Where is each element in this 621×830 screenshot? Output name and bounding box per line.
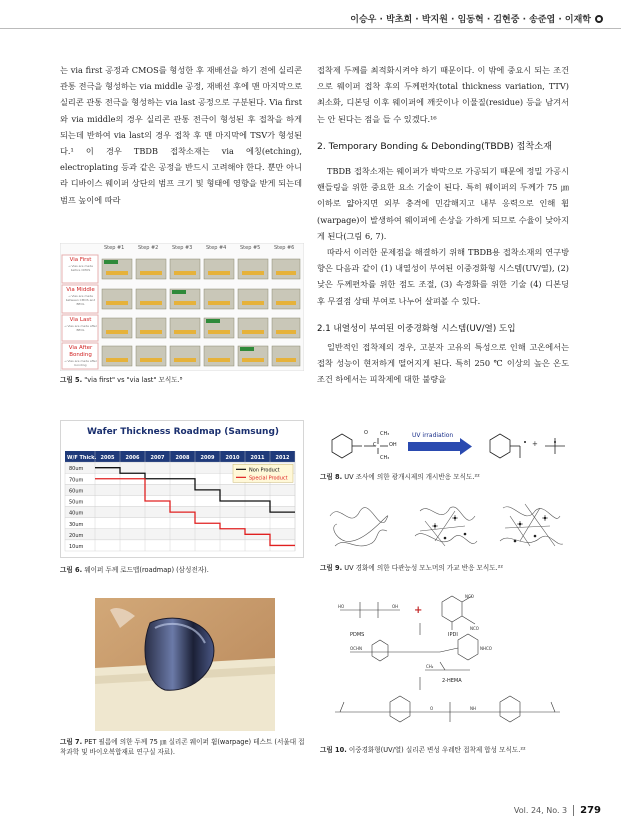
svg-text:NCO: NCO — [470, 626, 479, 631]
x-tick-label: 2011 — [250, 455, 265, 462]
figure-7-photo — [95, 598, 275, 731]
y-tick-label: 50um — [69, 499, 84, 506]
figure-6 — [60, 420, 304, 558]
svg-text:HO: HO — [338, 604, 345, 609]
corner-label: W/F Thick. — [67, 455, 97, 462]
grid-row — [65, 518, 295, 529]
crosslinking-diagram — [325, 496, 565, 558]
svg-text:+: + — [414, 605, 423, 616]
svg-text:CH₂: CH₂ — [426, 664, 434, 669]
left-paragraph: 는 via first 공정과 CMOS를 형성한 후 재배선을 하기 전에 실리콘 관통 전극을 형성하는 via middle 공정, 재배선 후에 맨 마지막으로 실리콘 관통 전극을 형성하는 via last 공정으로 구분된다. Via first와 via middle의 경우 실리콘 관통 전극이 형성된 후 접착을 하게 되는데 반하여 via last의 경우 접착 후 맨 마지막에 TSV가 형성된다.¹ 이 경우 TBDB 접착소재는 via 에칭(etching), electroplating 등과 같은 공정을 반드시 고려해야 한다. 뿐만 아니라 디바이스 웨이퍼 상단의 범프 크기 및 형태에 영향을 받게 되는데 범프 높이에 따라 — [60, 65, 302, 205]
figure-8-caption-text: UV 조사에 의한 광개시제의 개시반응 모식도.²² — [344, 473, 480, 481]
section-2-paragraph-1: TBDB 접착소재는 웨이퍼가 박막으로 가공되기 때문에 정밀 가공시 핸들링을 위한 중요한 요소 기술이 된다. 특히 웨이퍼의 두께가 75 ㎛ 이하로 얇아지면 외부 충격에 민감해지고 내부 응력으로 인해 휨(warpage)이 발생하여 웨이퍼에 손상을 가하게 되므로 수율이 낮아지게 된다(그림 6, 7). — [317, 166, 569, 241]
step-3-label: Step #3 — [172, 245, 193, 251]
section-2-title: 2. Temporary Bonding & Debonding(TBDB) 접착소재 — [317, 140, 553, 152]
ipdi-label: IPDI — [448, 632, 458, 638]
right-intro-paragraph: 접착제 두께를 최적화시켜야 하기 때문이다. 이 밖에 중요시 되는 조건으로 웨이퍼 접착 후의 두께편차(total thickness variation, TTV) 최소화, 디본딩 이후 웨이퍼에 깨끗이나 이물질(residue) 등을 남겨서는 안 된다는 점을 들 수 있겠다.¹⁶ — [317, 65, 569, 124]
wafer-warpage-photo — [95, 598, 275, 731]
svg-text:O: O — [430, 706, 434, 711]
step-1-label: Step #1 — [104, 245, 125, 251]
y-tick-label: 70um — [69, 477, 84, 484]
chem-label-hydroxyl: OH — [389, 442, 397, 448]
x-tick-label: 2007 — [150, 455, 165, 462]
figure-8 — [320, 428, 570, 466]
row-via-middle-sub: → Vias are made between CMOS and BEOL — [65, 294, 96, 306]
svg-text:NH: NH — [470, 706, 476, 711]
step-2-label: Step #2 — [138, 245, 159, 251]
row-via-middle-label: Via Middle — [66, 287, 95, 293]
figure-9-caption-text: UV 경화에 의한 다관능성 모노머의 가교 반응 모식도.²² — [344, 564, 504, 572]
section-2-paragraph-2: 따라서 이러한 문제점을 해결하기 위해 TBDB용 접착소재의 연구방향은 다음과 같이 (1) 내열성이 부여된 이중경화형 시스템(UV/열), (2) 낮은 두께편차를 위한 점도 조절, (3) 속경화를 위한 기술 (4) 디본딩 후 무결점 상태 부여로 나누어 살펴볼 수 있다. — [317, 247, 569, 306]
row-via-middle — [64, 287, 97, 306]
x-tick-label: 2009 — [200, 455, 215, 462]
step-6-label: Step #6 — [274, 245, 295, 251]
roadmap-chart — [61, 421, 305, 559]
figure-9-caption — [320, 563, 570, 573]
x-tick-label: 2005 — [100, 455, 115, 462]
row-via-last — [64, 317, 97, 332]
figure-6-caption-label: 그림 6. — [60, 566, 83, 574]
figure-7-caption — [60, 737, 308, 757]
running-header — [350, 12, 603, 25]
y-tick-label: 40um — [69, 510, 84, 517]
row-via-after-bonding — [64, 345, 97, 367]
section-2-1-title: 2.1 내열성이 부여된 이중경화형 시스템(UV/열) 도입 — [317, 323, 516, 334]
figure-5-caption — [60, 375, 304, 385]
figure-5-caption-label: 그림 5. — [60, 376, 83, 384]
uv-irradiation-label: UV irradiation — [412, 432, 454, 439]
row-via-after-bonding-label: Via After Bonding — [68, 345, 93, 358]
legend-label: Special Product — [249, 475, 288, 482]
svg-text:+: + — [532, 440, 538, 448]
pdms-label: PDMS — [350, 632, 365, 638]
figure-10-caption — [320, 745, 570, 755]
hema-label: 2-HEMA — [442, 678, 462, 684]
svg-text:NCO: NCO — [465, 594, 474, 599]
x-tick-label: 2010 — [225, 455, 240, 462]
right-column — [317, 62, 569, 388]
figure-8-caption-label: 그림 8. — [320, 473, 343, 481]
section-2-1-paragraph: 일반적인 접착제의 경우, 고분자 고유의 특성으로 인해 고온에서는 접착 성능이 현저하게 떨어지게 된다. 특히 250 ℃ 이상의 높은 온도 조건 하에서는 피착제에 대한 불량을 — [317, 342, 569, 385]
chem-label-methyl-top: CH₃ — [380, 431, 390, 437]
figure-7-caption-text: PET 필름에 의한 두께 75 ㎛ 실리콘 웨이퍼 휨(warpage) 테스트 (서울대 접착과학 및 바이오복합재료 연구실 자료). — [60, 738, 305, 756]
row-via-first-sub: → Vias are made before CMOS — [68, 264, 93, 272]
figure-6-caption — [60, 565, 304, 575]
y-tick-label: 60um — [69, 488, 84, 495]
svg-text:OH: OH — [392, 604, 399, 609]
y-tick-label: 20um — [69, 532, 84, 539]
figure-5-caption-text: "via first" vs "via last" 모식도.⁸ — [84, 376, 183, 384]
row-via-first-label: Via First — [69, 257, 92, 263]
figure-9 — [325, 496, 565, 558]
chem-label-carbon: C — [373, 442, 377, 448]
figure-10 — [330, 590, 565, 738]
x-tick-label: 2012 — [275, 455, 290, 462]
page-number: 279 — [573, 805, 601, 816]
header-authors: 이승우 · 박초희 · 박지원 · 임동혁 · 김현중 · 송준엽 · 이재학 — [350, 15, 591, 25]
figure-9-caption-label: 그림 9. — [320, 564, 343, 572]
chart-title: Wafer Thickness Roadmap (Samsung) — [86, 427, 279, 437]
row-via-after-bonding-sub: → Vias are made after bonding — [64, 359, 98, 367]
row-via-last-sub: → Vias are made after BEOL — [64, 324, 98, 332]
urethane-synthesis-scheme — [330, 590, 565, 738]
x-tick-label: 2006 — [125, 455, 140, 462]
circle-bullet-icon — [595, 15, 603, 23]
grid-row — [65, 540, 295, 551]
figure-8-caption — [320, 472, 570, 482]
page-footer — [514, 805, 601, 816]
volume-info: Vol. 24, No. 3 — [513, 806, 568, 815]
chem-label-methyl-bottom: CH₃ — [380, 455, 390, 461]
left-column — [60, 62, 302, 208]
figure-5 — [60, 243, 304, 371]
grid-row — [65, 484, 295, 495]
row-via-last-label: Via Last — [69, 317, 92, 323]
step-4-label: Step #4 — [206, 245, 227, 251]
y-tick-label: 10um — [69, 544, 84, 550]
figure-7-caption-label: 그림 7. — [60, 738, 83, 746]
step-5-label: Step #5 — [240, 245, 261, 251]
svg-text:OCHN: OCHN — [350, 646, 362, 651]
y-tick-label: 30um — [69, 521, 84, 528]
figure-6-caption-text: 웨이퍼 두께 로드맵(roadmap) (삼성전자). — [84, 566, 209, 574]
y-tick-label: 80um — [69, 466, 84, 473]
header-divider — [0, 28, 621, 29]
x-tick-label: 2008 — [175, 455, 190, 462]
row-via-first — [64, 257, 97, 272]
chem-label-oxygen: O — [364, 430, 368, 436]
figure-10-caption-text: 이중경화형(UV/열) 실리콘 변성 우레탄 접착제 합성 모식도.²² — [348, 746, 526, 754]
figure-10-caption-label: 그림 10. — [320, 746, 347, 754]
svg-text:NHCO: NHCO — [480, 646, 492, 651]
legend-label: Non Product — [249, 467, 280, 474]
